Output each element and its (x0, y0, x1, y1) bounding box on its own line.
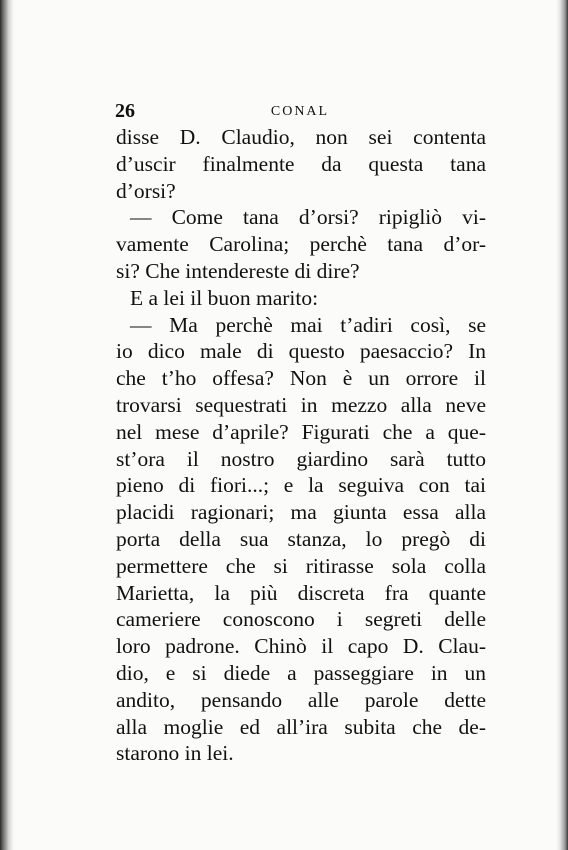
text-line: che t’ho offesa? Non è un orrore il (116, 366, 486, 391)
text-line: disse D. Claudio, non sei contenta (116, 125, 486, 149)
text-line: io dico male di questo paesaccio? In (116, 339, 486, 364)
page-right-edge-shadow (556, 0, 568, 850)
text-line: si? Che intendereste di dire? (116, 258, 360, 283)
text-line: d’uscir finalmente da questa tana (116, 151, 486, 176)
text-line: pieno di fiori...; e la seguiva con tai (116, 473, 486, 498)
text-line: E a lei il buon marito: (130, 285, 319, 310)
text-line: trovarsi sequestrati in mezzo alla neve (116, 392, 486, 417)
text-line: alla moglie ed all’ira subita che de- (116, 714, 486, 739)
text-line: Marietta, la più discreta fra quante (116, 580, 486, 605)
page-left-edge-shadow (0, 0, 14, 850)
running-title: CONAL (270, 104, 330, 119)
body-text (116, 124, 486, 767)
text-line: nel mese d’aprile? Figurati che a que- (116, 419, 486, 444)
text-line: vamente Carolina; perchè tana d’or- (116, 232, 486, 257)
text-line: — Ma perchè mai t’adiri così, se (130, 312, 486, 337)
text-line: st’ora il nostro giardino sarà tutto (116, 446, 486, 471)
text-line: — Come tana d’orsi? ripigliò vi- (130, 205, 486, 230)
text-line: permettere che si ritirasse sola colla (116, 553, 486, 578)
text-line: andito, pensando alle parole dette (116, 687, 486, 712)
text-line: d’orsi? (116, 178, 176, 203)
text-line: porta della sua stanza, lo pregò di (116, 526, 486, 551)
page-number: 26 (115, 100, 135, 122)
text-line: cameriere conoscono i segreti delle (116, 607, 486, 632)
text-line: placidi ragionari; ma giunta essa alla (116, 500, 486, 525)
text-line: dio, e si diede a passeggiare in un (116, 660, 486, 685)
running-head (115, 100, 485, 124)
text-line: starono in lei. (116, 741, 234, 766)
text-line: loro padrone. Chinò il capo D. Clau- (116, 634, 486, 659)
